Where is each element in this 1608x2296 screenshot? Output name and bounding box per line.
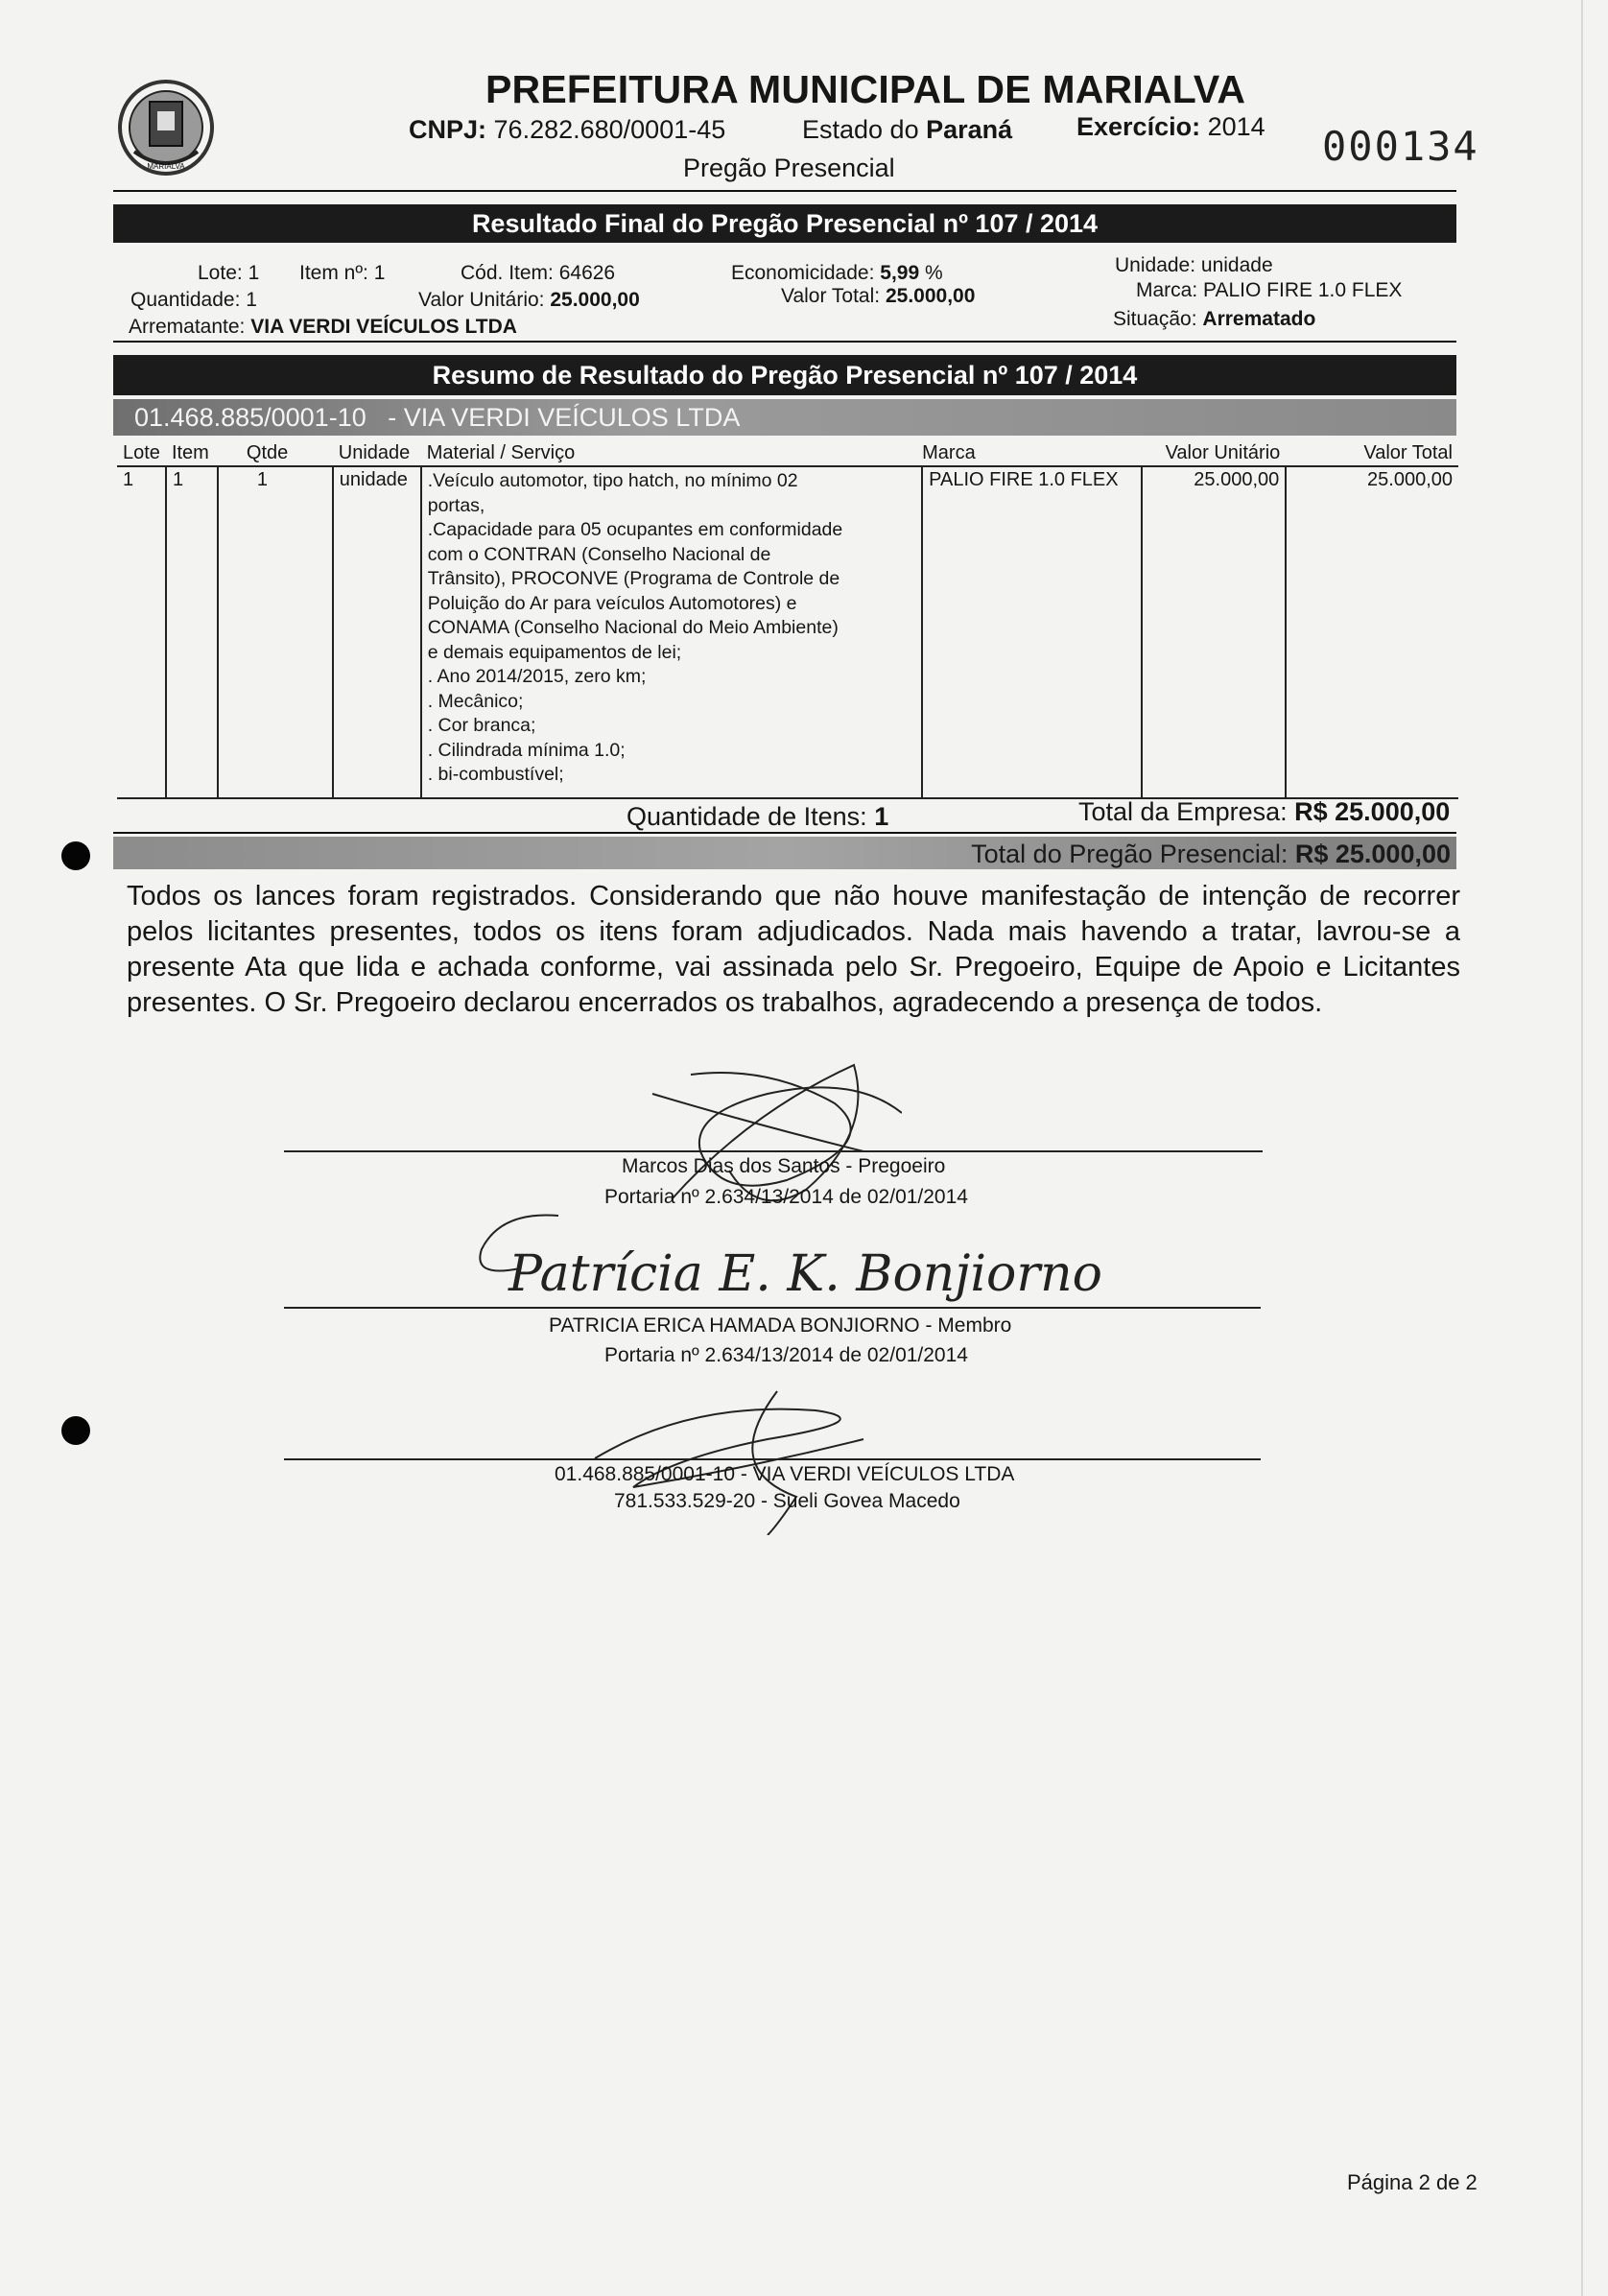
- signer-3-company: 01.468.885/0001-10 - VIA VERDI VEÍCULOS LTDA: [555, 1463, 1015, 1485]
- page-counter: Página 2 de 2: [1347, 2170, 1478, 2194]
- company-total: [1078, 797, 1450, 827]
- cod-item-value: 64626: [558, 262, 616, 284]
- pregao-total-label: Total do Pregão Presencial:: [971, 840, 1289, 868]
- binder-hole-bottom: [61, 1416, 90, 1445]
- signer-1-name: Marcos Dias dos Santos - Pregoeiro: [622, 1155, 946, 1177]
- signer-3-person: 781.533.529-20 - Sueli Govea Macedo: [614, 1490, 960, 1512]
- result-rule: [113, 341, 1456, 343]
- cell-lote: 1: [117, 466, 166, 798]
- table-row: [117, 466, 1458, 798]
- valor-unitario-field: [418, 289, 640, 312]
- company-total-value: R$ 25.000,00: [1294, 797, 1451, 826]
- state-name: Paraná: [926, 115, 1013, 144]
- col-lote: Lote: [123, 441, 160, 463]
- item-value: 1: [373, 262, 386, 284]
- cnpj-label: CNPJ:: [409, 115, 487, 144]
- cell-valor-total: 25.000,00: [1367, 469, 1453, 490]
- cell-unidade: unidade: [333, 466, 421, 798]
- lote-value: 1: [248, 262, 260, 284]
- signature-membro-handwritten: Patrícia E. K. Bonjiorno: [508, 1245, 1102, 1303]
- cell-valor-unitario: 25.000,00: [1142, 466, 1286, 798]
- exercise-label: Exercício:: [1076, 112, 1201, 141]
- exercise-line: [1076, 112, 1265, 142]
- description-line: .Veículo automotor, tipo hatch, no mínimo 02: [427, 470, 798, 491]
- arrematante-value: VIA VERDI VEÍCULOS LTDA: [250, 316, 517, 338]
- description-line: com o CONTRAN (Conselho Nacional de: [427, 543, 771, 565]
- company-total-label: Total da Empresa:: [1078, 797, 1288, 826]
- col-unidade: Unidade: [338, 441, 411, 463]
- pregao-total-bar: [113, 837, 1456, 869]
- valor-total-label: Valor Total:: [781, 285, 881, 307]
- col-qtde: Qtde: [246, 441, 289, 463]
- description-line: . Ano 2014/2015, zero km;: [427, 666, 647, 687]
- exercise-value: 2014: [1207, 112, 1265, 141]
- binder-hole-top: [61, 841, 90, 870]
- economicidade-value: 5,99: [880, 262, 920, 284]
- description-line: .Capacidade para 05 ocupantes em conformidade: [427, 519, 843, 540]
- arrematante-label: Arrematante:: [129, 316, 246, 338]
- page-title: PREFEITURA MUNICIPAL DE MARIALVA: [485, 67, 1246, 111]
- seal-text: MARIALVA: [147, 162, 185, 171]
- col-item: Item: [171, 441, 209, 463]
- company-bar: [113, 399, 1456, 436]
- economicidade-field: [731, 262, 943, 285]
- pregao-total-value: R$ 25.000,00: [1294, 840, 1451, 868]
- municipal-seal: [115, 75, 217, 180]
- cnpj-value: 76.282.680/0001-45: [493, 115, 726, 144]
- cell-marca: PALIO FIRE 1.0 FLEX: [922, 466, 1142, 798]
- signer-2-ordinance: Portaria nº 2.634/13/2014 de 02/01/2014: [604, 1344, 968, 1366]
- quantidade-field: [130, 289, 257, 312]
- quantidade-value: 1: [246, 289, 257, 311]
- cell-description: [421, 466, 922, 798]
- situacao-field: [1113, 308, 1315, 331]
- valor-total-field: [781, 285, 975, 308]
- description-line: e demais equipamentos de lei;: [427, 641, 682, 663]
- cell-qtde: 1: [218, 466, 333, 798]
- description-line: . Mecânico;: [427, 690, 524, 712]
- qty-items-label: Quantidade de Itens:: [627, 802, 867, 831]
- situacao-label: Situação:: [1113, 308, 1197, 330]
- lote-label: Lote:: [198, 262, 243, 284]
- signer-1-ordinance: Portaria nº 2.634/13/2014 de 02/01/2014: [604, 1186, 968, 1208]
- header-rule: [113, 190, 1456, 192]
- signature-line-1: [284, 1150, 1263, 1152]
- items-table-header: [117, 440, 1458, 466]
- cod-item-label: Cód. Item:: [461, 262, 554, 284]
- qty-items: [627, 802, 888, 832]
- description-line: portas,: [427, 494, 485, 516]
- description-line: . Cilindrada mínima 1.0;: [427, 739, 626, 761]
- page-edge: [1581, 0, 1583, 2296]
- description-line: . Cor branca;: [427, 715, 536, 736]
- description-line: Poluição do Ar para veículos Automotores) e: [427, 592, 797, 614]
- cod-item-field: [461, 262, 615, 285]
- marca-label: Marca:: [1136, 279, 1198, 301]
- pregao-total-text: [971, 840, 1451, 869]
- company-bar-text: 01.468.885/0001-10 - VIA VERDI VEÍCULOS LTDA: [134, 403, 741, 432]
- unidade-label: Unidade:: [1115, 254, 1196, 276]
- items-table: [117, 440, 1458, 799]
- arrematante-field: [129, 316, 517, 339]
- cnpj-line: [409, 115, 725, 145]
- item-label: Item nº:: [299, 262, 368, 284]
- col-material: Material / Serviço: [426, 441, 576, 463]
- situacao-value: Arrematado: [1202, 308, 1316, 330]
- lote-field: [198, 262, 259, 285]
- marca-value: PALIO FIRE 1.0 FLEX: [1203, 279, 1403, 301]
- col-marca: Marca: [922, 441, 976, 463]
- closing-paragraph: Todos os lances foram registrados. Considerando que não houve manifestação de intenção de recorrer pelos licitantes presentes, todos os itens foram adjudicados. Nada mais havendo a tratar, lavrou-se a presente Ata que lida e achada conforme, vai assinada pelo Sr. Pregoeiro, Equipe de Apoio e Licitantes presentes. O Sr. Pregoeiro declarou encerrados os trabalhos, agradecendo a presença de todos.: [127, 881, 1460, 1018]
- signature-line-2: [284, 1307, 1261, 1309]
- page-subtitle: Pregão Presencial: [683, 154, 895, 182]
- unidade-value: unidade: [1200, 254, 1273, 276]
- unidade-field: [1115, 254, 1273, 277]
- qty-items-value: 1: [874, 802, 889, 831]
- result-title-bar: Resultado Final do Pregão Presencial nº 107 / 2014: [113, 204, 1456, 243]
- description-line: . bi-combustível;: [427, 764, 564, 785]
- signature-line-3: [284, 1458, 1261, 1460]
- signer-2-name: PATRICIA ERICA HAMADA BONJIORNO - Membro: [549, 1314, 1012, 1337]
- col-valor-unitario: Valor Unitário: [1165, 441, 1281, 463]
- state-line: [802, 115, 1012, 145]
- quantidade-label: Quantidade:: [130, 289, 241, 311]
- valor-unitario-value: 25.000,00: [550, 289, 640, 311]
- summary-title-bar: Resumo de Resultado do Pregão Presencial nº 107 / 2014: [113, 355, 1456, 395]
- signature-membro-flourish: [462, 1211, 578, 1288]
- cell-item: 1: [166, 466, 218, 798]
- economicidade-unit: %: [924, 262, 943, 284]
- description-line: CONAMA (Conselho Nacional do Meio Ambiente): [427, 617, 839, 638]
- valor-total-value: 25.000,00: [885, 285, 976, 307]
- item-field: [299, 262, 385, 285]
- economicidade-label: Economicidade:: [731, 262, 875, 284]
- state-prefix: Estado do: [802, 115, 919, 144]
- total-rule: [113, 832, 1456, 834]
- page-number-stamp: 000134: [1322, 123, 1479, 170]
- marca-field: [1136, 279, 1402, 302]
- description-line: Trânsito), PROCONVE (Programa de Controle de: [427, 568, 840, 589]
- valor-unitario-label: Valor Unitário:: [418, 289, 545, 311]
- col-valor-total: Valor Total: [1363, 441, 1453, 463]
